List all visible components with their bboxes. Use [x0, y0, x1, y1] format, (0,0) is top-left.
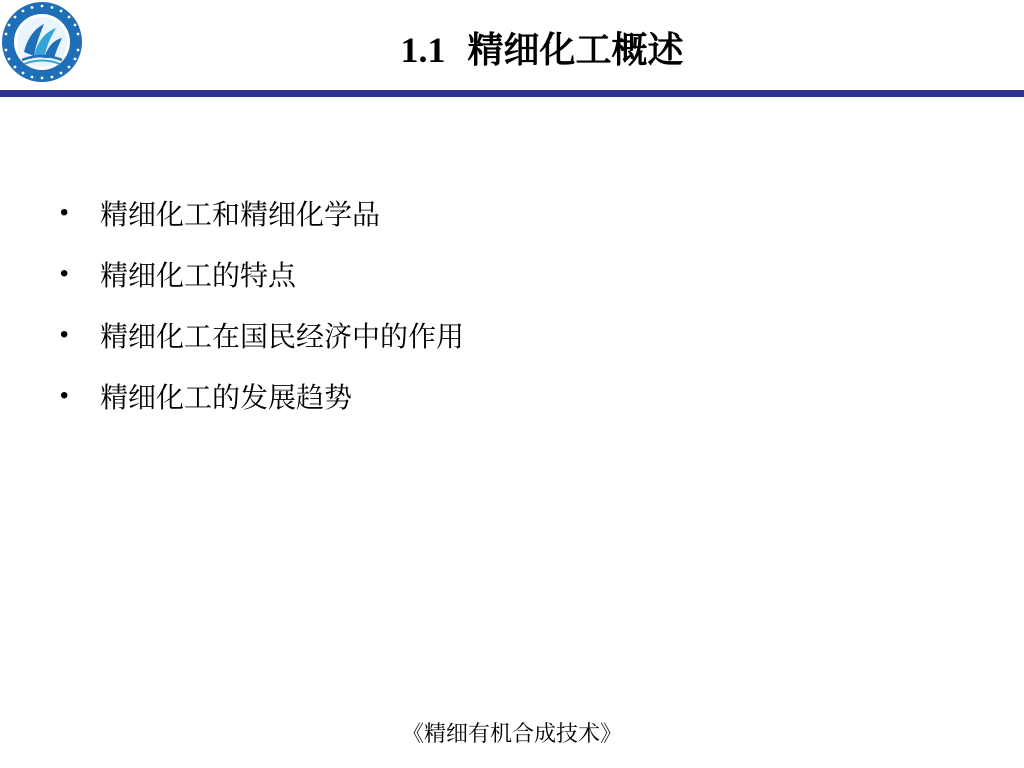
bullet-text: 精细化工的发展趋势 — [100, 380, 353, 414]
title-number: 1.1 — [400, 30, 446, 70]
bullet-item — [60, 304, 464, 365]
title-text: 精细化工概述 — [467, 29, 684, 71]
slide-title — [0, 22, 1024, 78]
bullet-text: 精细化工的特点 — [100, 258, 297, 292]
title-divider — [0, 90, 1024, 97]
bullet-item — [60, 243, 464, 304]
bullet-item — [60, 365, 464, 426]
slide-footer: 《精细有机合成技术》 — [401, 722, 622, 747]
bullet-list — [60, 182, 464, 426]
bullet-marker: • — [60, 259, 69, 287]
bullet-marker: • — [60, 320, 69, 348]
bullet-marker: • — [60, 381, 69, 409]
bullet-text: 精细化工和精细化学品 — [100, 197, 381, 231]
bullet-marker: • — [60, 198, 69, 226]
bullet-item — [60, 182, 464, 243]
bullet-text: 精细化工在国民经济中的作用 — [100, 319, 465, 353]
